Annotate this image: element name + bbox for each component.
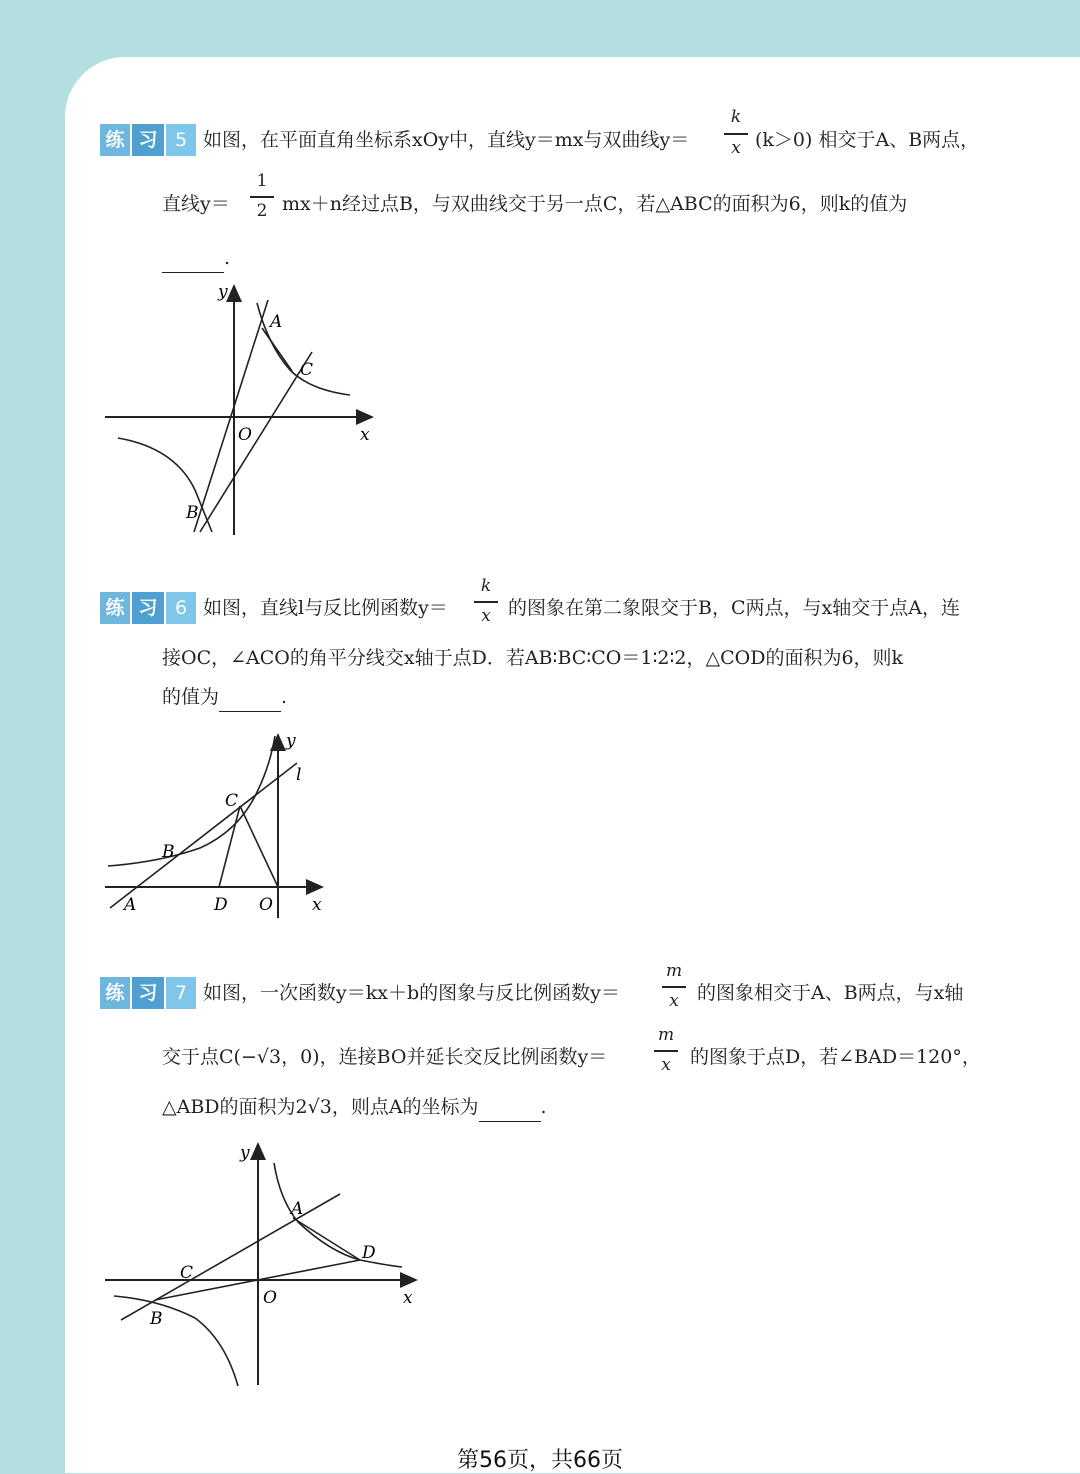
badge-number: 7 (166, 977, 196, 1009)
ex6-period: . (281, 686, 288, 708)
ex7-segment-ad (293, 1218, 360, 1260)
ex6-label-l: l (296, 765, 302, 785)
ex6-line1-end: 的图象在第二象限交于B，C两点，与x轴交于点A，连 (508, 597, 960, 619)
ex5-label-a: A (270, 312, 283, 332)
page-footer: 第56页，共66页 (457, 1448, 623, 1473)
ex5-period: . (224, 247, 231, 269)
badge-char-2: 习 (132, 977, 164, 1009)
ex5-line1: 如图，在平面直角坐标系xOy中，直线y＝mx与双曲线y＝ (203, 129, 690, 151)
ex7-label-x: x (403, 1288, 413, 1308)
ex7-hyperbola-q3 (114, 1296, 238, 1386)
ex6-frac-den: x (481, 606, 491, 626)
ex7-line1-end: 的图象相交于A、B两点，与x轴 (697, 982, 964, 1004)
ex6-label-x: x (312, 895, 322, 915)
ex5-frac2-den: 2 (256, 201, 268, 221)
ex7-label-a: A (291, 1199, 304, 1219)
ex5-label-c: C (300, 360, 314, 380)
ex5-frac2-num: 1 (256, 171, 268, 191)
ex7-frac2-num: m (657, 1025, 675, 1045)
ex7-period: . (540, 1096, 547, 1118)
badge-char-1: 练 (100, 977, 130, 1009)
badge-char-1: 练 (100, 592, 130, 624)
ex7-label-y: y (240, 1143, 250, 1163)
ex5-label-y: y (218, 282, 228, 302)
ex5-line2-end: mx＋n经过点B，与双曲线交于另一点C，若△ABC的面积为6，则k的值为 (282, 193, 908, 215)
ex5-label-x: x (360, 425, 370, 445)
ex6-line3-start: 的值为 (162, 686, 220, 708)
ex6-line1: 如图，直线l与反比例函数y＝ (203, 597, 448, 619)
ex5-line1-end: (k＞0) 相交于A、B两点， (755, 129, 980, 151)
badge-number: 6 (166, 592, 196, 624)
ex7-line3-start: △ABD的面积为2√3，则点A的坐标为 (162, 1096, 479, 1118)
ex7-label-o: O (263, 1288, 277, 1308)
badge-char-1: 练 (100, 124, 130, 156)
ex6-label-c: C (225, 791, 239, 811)
ex6-label-d: D (214, 895, 228, 915)
ex7-frac2-den: x (661, 1055, 671, 1075)
badge-char-2: 习 (132, 124, 164, 156)
ex6-label-o: O (259, 895, 273, 915)
ex7-line2: 交于点C(−√3，0)，连接BO并延长交反比例函数y＝ (162, 1046, 608, 1068)
ex6-label-b: B (162, 842, 175, 862)
ex6-label-a: A (124, 895, 137, 915)
ex7-label-d: D (362, 1243, 376, 1263)
ex5-label-o: O (238, 425, 252, 445)
badge-char-2: 习 (132, 592, 164, 624)
ex7-label-c: C (180, 1263, 194, 1283)
ex6-line2: 接OC，∠ACO的角平分线交x轴于点D．若AB∶BC∶CO＝1∶2∶2，△COD的面积为6，则k (162, 647, 904, 669)
ex5-frac-num: k (730, 107, 742, 127)
ex7-line1: 如图，一次函数y＝kx＋b的图象与反比例函数y＝ (203, 982, 620, 1004)
ex7-frac-num: m (665, 961, 683, 981)
ex7-label-b: B (150, 1309, 163, 1329)
ex5-line2-start: 直线y＝ (162, 193, 230, 215)
ex7-frac-den: x (669, 991, 679, 1011)
badge-number: 5 (166, 124, 196, 156)
ex5-frac-den: x (731, 138, 741, 158)
ex6-label-y: y (286, 731, 296, 751)
ex7-line2-end: 的图象于点D，若∠BAD＝120°， (690, 1046, 981, 1068)
ex5-label-b: B (186, 503, 199, 523)
ex7-line-ab (121, 1194, 340, 1320)
ex6-frac-num: k (480, 576, 492, 596)
